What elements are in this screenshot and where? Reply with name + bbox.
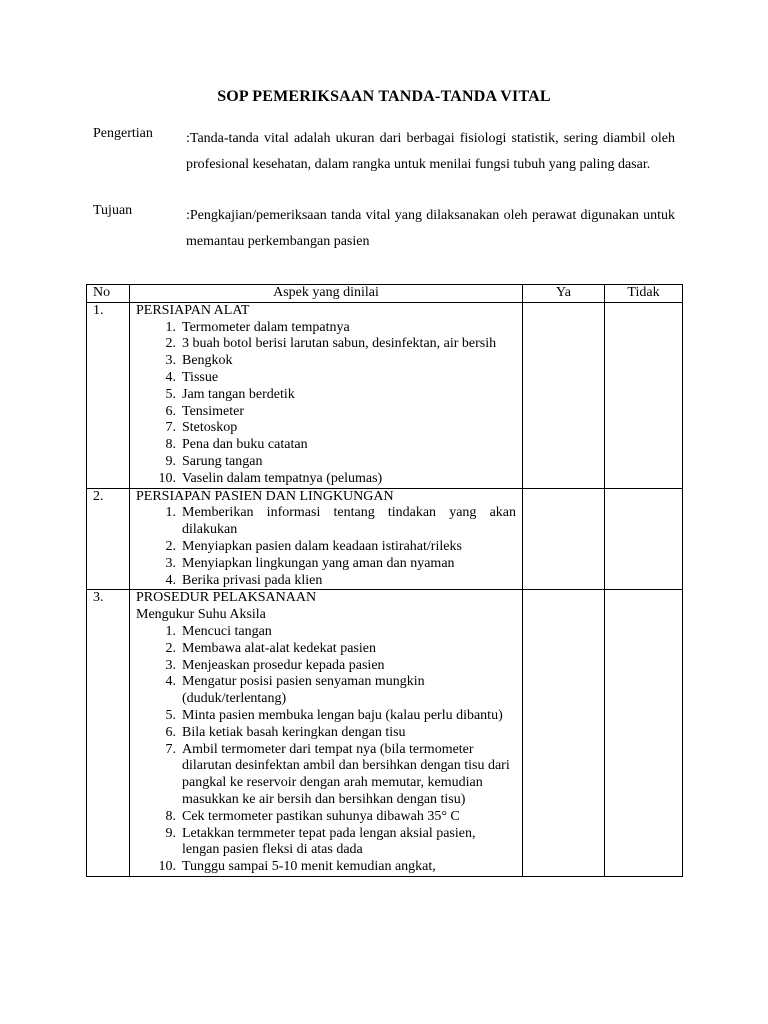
list-item: 3. Menjeaskan prosedur kepada pasien: [165, 657, 385, 673]
list-item: 7. Stetoskop: [165, 420, 238, 436]
row-number: 3.: [87, 590, 130, 877]
section-subtitle: Mengukur Suhu Aksila: [136, 607, 266, 623]
list-item: 8. Pena dan buku catatan: [165, 437, 308, 453]
list-item: 9. Sarung tangan: [165, 453, 263, 469]
section-title: PROSEDUR PELAKSANAAN: [136, 590, 317, 606]
document-title: SOP PEMERIKSAAN TANDA-TANDA VITAL: [217, 88, 551, 105]
header-ya: Ya: [523, 285, 605, 303]
row-number: 2.: [87, 488, 130, 590]
list-item: 4. Mengatur posisi pasien senyaman mungkin (duduk/terlentang): [165, 674, 425, 707]
table-row: [87, 590, 683, 877]
list-item: 2. 3 buah botol berisi larutan sabun, desinfektan, air bersih: [165, 336, 497, 352]
checkbox-cell-ya[interactable]: [523, 590, 605, 877]
assessment-table: [86, 284, 683, 877]
header-tidak: Tidak: [605, 285, 683, 303]
list-item: 5. Jam tangan berdetik: [165, 386, 295, 402]
list-item: 2. Membawa alat-alat kedekat pasien: [165, 640, 376, 656]
item-list: [136, 505, 522, 589]
table-header-row: [87, 285, 683, 303]
list-item: 9. Letakkan termmeter tepat pada lengan aksial pasien, lengan pasien fleksi di atas dada: [165, 825, 476, 858]
list-item: 6. Tensimeter: [165, 403, 244, 419]
section-title: PERSIAPAN ALAT: [136, 302, 250, 318]
item-list: [136, 320, 522, 488]
list-item: 6. Bila ketiak basah keringkan dengan tisu: [165, 724, 406, 740]
list-item: 7. Ambil termometer dari tempat nya (bila termometer dilarutan desinfektan ambil dan bersihkan dengan tisu dari pangkal ke reservoir dengan arah memutar, kemudian masukkan ke air bersih dan bersihkan dengan tisu): [165, 741, 510, 807]
row-aspek: [130, 590, 523, 877]
list-item: 2. Menyiapkan pasien dalam keadaan istirahat/rileks: [165, 538, 462, 554]
list-item: 1. Mencuci tangan: [165, 623, 272, 639]
table-row: [87, 488, 683, 590]
header-no: No: [87, 285, 130, 303]
list-item: 1. Memberikan informasi tentang tindakan yang akan dilakukan: [165, 505, 516, 538]
list-item: 5. Minta pasien membuka lengan baju (kalau perlu dibantu): [165, 707, 503, 723]
list-item: 4. Tissue: [165, 369, 219, 385]
definition-text: :Tanda-tanda vital adalah ukuran dari berbagai fisiologi statistik, sering diambil oleh profesional kesehatan, dalam rangka untuk menilai fungsi tubuh yang paling dasar.: [186, 131, 675, 172]
checkbox-cell-tidak[interactable]: [605, 590, 683, 877]
list-item: 10. Tunggu sampai 5-10 menit kemudian angkat,: [158, 859, 436, 875]
list-item: 8. Cek termometer pastikan suhunya dibawah 35° C: [165, 808, 460, 824]
list-item: 1. Termometer dalam tempatnya: [165, 319, 350, 335]
definition-label: Tujuan: [93, 203, 133, 218]
list-item: 10. Vaselin dalam tempatnya (pelumas): [158, 470, 383, 486]
list-item: 3. Menyiapkan lingkungan yang aman dan nyaman: [165, 555, 455, 571]
row-aspek: [130, 488, 523, 590]
section-title: PERSIAPAN PASIEN DAN LINGKUNGAN: [136, 488, 394, 504]
row-aspek: [130, 302, 523, 488]
header-aspek: Aspek yang dinilai: [130, 285, 523, 303]
list-item: 3. Bengkok: [165, 353, 233, 369]
definition-label: Pengertian: [93, 126, 153, 141]
item-list: [136, 624, 522, 876]
list-item: 4. Berika privasi pada klien: [165, 572, 323, 588]
row-number: 1.: [87, 302, 130, 488]
checkbox-cell-ya[interactable]: [523, 302, 605, 488]
definition-text: :Pengkajian/pemeriksaan tanda vital yang dilaksanakan oleh perawat digunakan untuk memantau perkembangan pasien: [186, 208, 675, 249]
checkbox-cell-ya[interactable]: [523, 488, 605, 590]
checkbox-cell-tidak[interactable]: [605, 488, 683, 590]
checkbox-cell-tidak[interactable]: [605, 302, 683, 488]
table-row: [87, 302, 683, 488]
